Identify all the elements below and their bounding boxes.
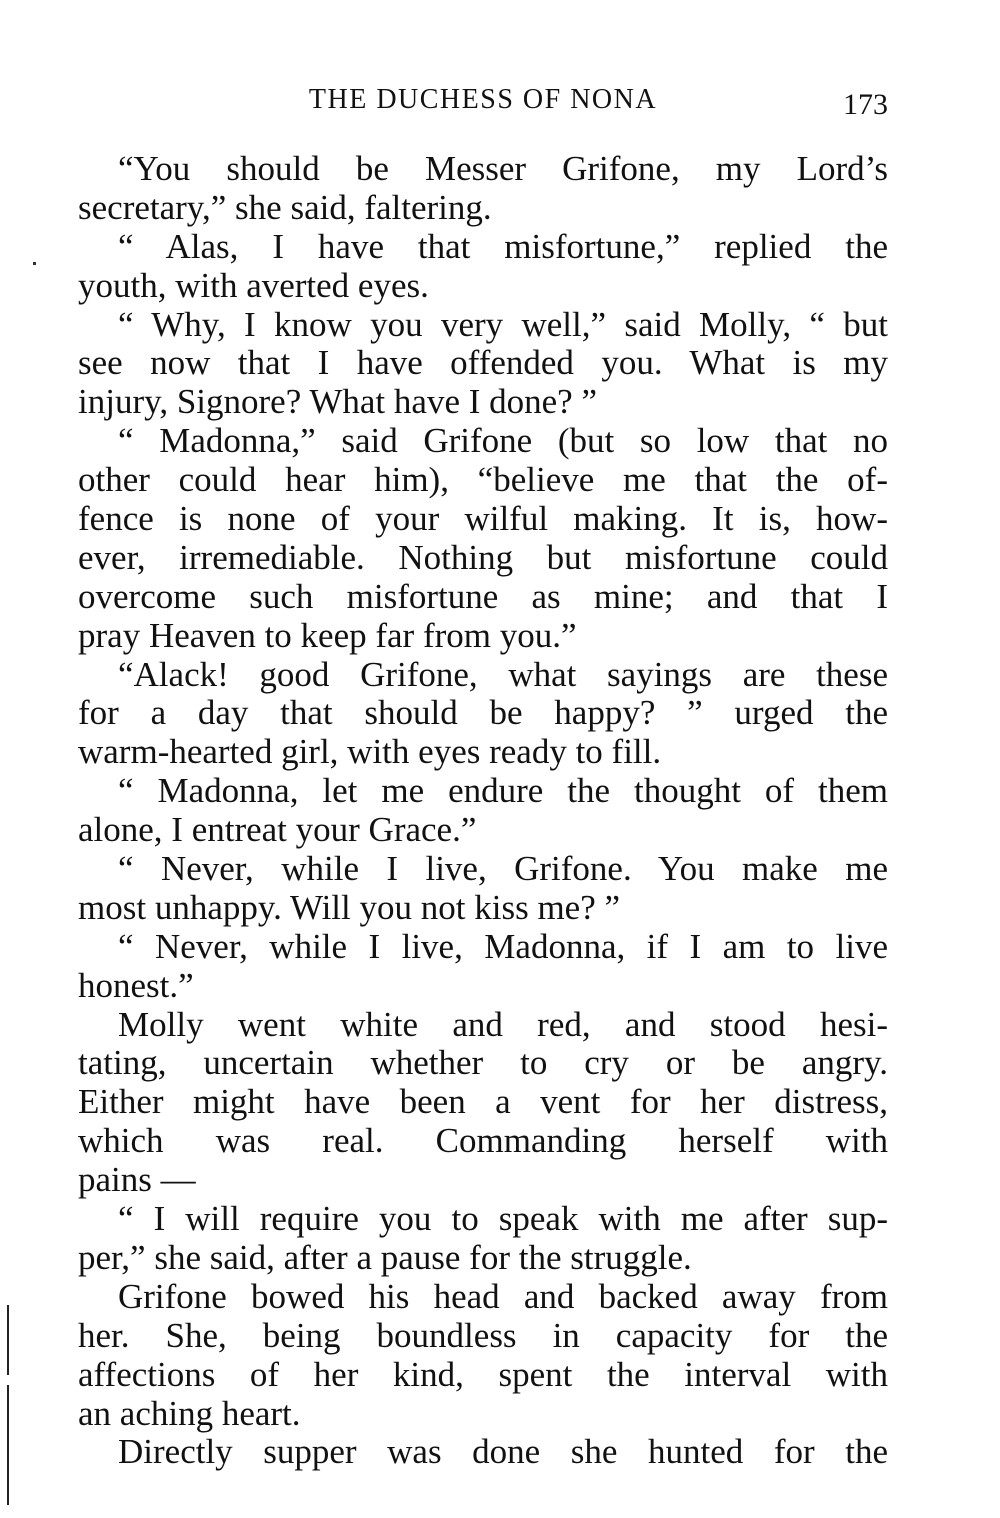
text-line: per,” she said, after a pause for the struggle.: [78, 1238, 692, 1277]
page-header: [78, 84, 888, 124]
text-line: pains —: [78, 1161, 196, 1200]
text-line: most unhappy. Will you not kiss me? ”: [78, 888, 621, 927]
text-line: pray Heaven to keep far from you.”: [78, 616, 577, 655]
page-number: 173: [843, 88, 888, 121]
body-text: [78, 150, 888, 1472]
text-line: “ Madonna, let me endure the thought of them: [118, 772, 888, 811]
text-line: “You should be Messer Grifone, my Lord’s: [118, 150, 888, 188]
text-line: “ Alas, I have that misfortune,” replied the: [118, 227, 888, 266]
text-line: Either might have been a vent for her distress,: [78, 1083, 888, 1122]
text-line: tating, uncertain whether to cry or be angry.: [78, 1044, 888, 1083]
text-line: “Alack! good Grifone, what sayings are these: [118, 655, 888, 694]
text-line: injury, Signore? What have I done? ”: [78, 383, 597, 422]
text-line: which was real. Commanding herself with: [78, 1122, 888, 1161]
scan-edge-mark: [7, 1385, 9, 1505]
text-line: “ I will require you to speak with me after sup-: [118, 1200, 888, 1239]
text-line: Directly supper was done she hunted for the: [118, 1433, 888, 1472]
text-line: for a day that should be happy? ” urged the: [78, 694, 888, 733]
text-line: other could hear him), “believe me that the of-: [78, 461, 888, 500]
text-line: “ Why, I know you very well,” said Molly, “ but: [118, 305, 888, 344]
running-title: THE DUCHESS OF NONA: [308, 84, 658, 115]
text-line: Molly went white and red, and stood hesi-: [118, 1005, 888, 1044]
scan-edge-mark: [7, 1305, 9, 1375]
text-line: youth, with averted eyes.: [78, 266, 429, 305]
text-line: Grifone bowed his head and backed away from: [118, 1277, 888, 1316]
text-line: secretary,” she said, faltering.: [78, 188, 492, 227]
scan-speck: [33, 262, 36, 265]
text-line: warm-hearted girl, with eyes ready to fill.: [78, 733, 662, 772]
text-line: an aching heart.: [78, 1394, 301, 1433]
text-line: her. She, being boundless in capacity for the: [78, 1316, 888, 1355]
text-line: ever, irremediable. Nothing but misfortune could: [78, 538, 888, 577]
text-line: overcome such misfortune as mine; and that I: [78, 577, 888, 616]
text-line: “ Never, while I live, Grifone. You make me: [118, 850, 888, 889]
text-line: “ Madonna,” said Grifone (but so low that no: [118, 422, 888, 461]
text-line: alone, I entreat your Grace.”: [78, 811, 477, 850]
text-line: “ Never, while I live, Madonna, if I am to live: [118, 927, 888, 966]
text-line: honest.”: [78, 966, 194, 1005]
text-line: fence is none of your wilful making. It is, how-: [78, 500, 888, 539]
text-line: see now that I have offended you. What is my: [78, 344, 888, 383]
text-line: affections of her kind, spent the interval with: [78, 1355, 888, 1394]
